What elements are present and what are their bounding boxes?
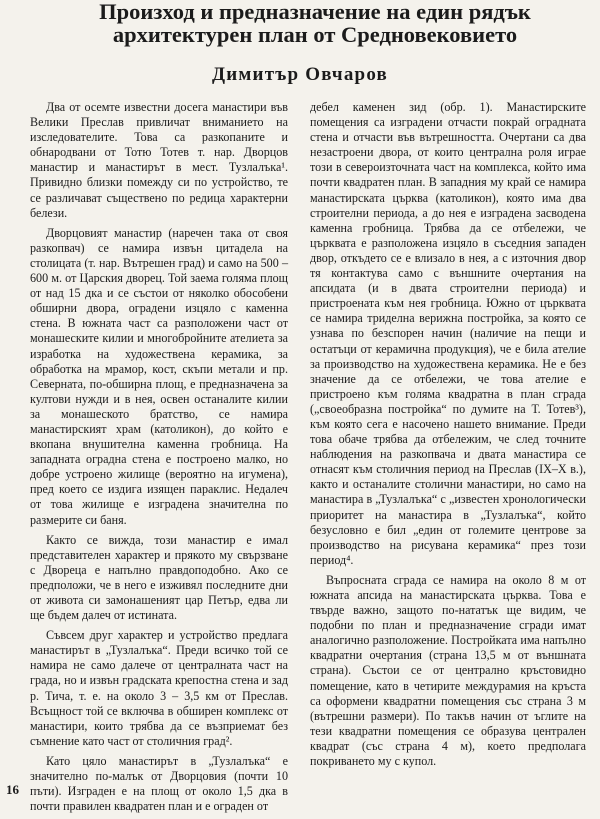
left-column	[30, 100, 288, 819]
paragraph: Както се вижда, този манастир е имал представителен характер и прякото му свързване с Двореца е напълно правдоподобно. Ако се предположи, че в него е изживял последните дни от живота си замонашеният цар Петър, едва ли ще бъдем далеч от истината.	[30, 532, 288, 623]
right-column	[310, 100, 586, 774]
article-author: Димитър Овчаров	[211, 64, 389, 85]
article-title: Произход и предназначение на един рядък архитектурен план от Средновековието	[99, 0, 531, 47]
paragraph: Като цяло манастирът в „Тузлалъка“ е значително по-малък от Дворцовия (почти 10 пъти). Изграден е на площ от около 1,5 дка в почти правилен квадратен план и е ограден от	[30, 753, 288, 814]
paragraph: Съвсем друг характер и устройство предлага манастирът в „Тузлалъка“. Преди всичко той се намира не само далече от централната част на града, но и извън градската крепостна стена и зад р. Тича, т. е. на около 3 – 3,5 км от Преслав. Всъщност той се включва в обширен комплекс от манастири, които трябва да се възприемат без съмнение като част от столичния град².	[30, 628, 288, 748]
paragraph: Два от осемте известни досега манастири във Велики Преслав привличат вниманието на изследователите. Това са разкопаните и обнародвани от Тотю Тотев т. нар. Дворцов манастир и манастирът в мест. Тузлалъка¹. Привидно близки помежду си по устройство, те се различават съществено по редица характерни белези.	[30, 100, 288, 220]
paragraph: дебел каменен зид (обр. 1). Манастирските помещения са изградени отчасти покрай оградната стена и отчасти във вътрешността. Очертани са два незастроени двора, от които централна роля играе този в североизточната част на комплекса, който има почти квадратен план. В западния му край се намира манастирската църква (католикон), която има два строителни периода, а до нея е изградена засводена каменна гробница. Трябва да се отбележи, че църквата е разположена изцяло в съседния западен двор, откъдето се е влизало в нея, а с източния двор тя контактува само с външните очертания на апсидата (и в двата строителни периода) и пристроената към нея гробница. Южно от църквата се намира триделна верижна постройка, за която се узнава по безспорен начин (наличие на пещи и остатъци от керамична продукция), че е била ателие за производство на художествена керамика. Не е без значение да се отбележи, че това ателие е пристроено към голяма квадратна в план сграда („своеобразна постройка“ по думите на Т. Тотев³), към която сега е насочено нашето внимание. Преди това обаче трябва да отбележим, че след точните наблюдения на разкопвача и двата манастира се отнасят към столичния период на Преслав (IX–X в.), както и останалите столични манастири, но само на манастира в „Тузлалъка“ с „известен хронологически приоритет на манастира в „Тузлалъка“, който безусловно е бил „един от големите центрове за производство на рисувана керамика“ през този период⁴.	[310, 100, 586, 567]
paragraph: Дворцовият манастир (наречен така от своя разкопвач) се намира извън цитадела на столицата (т. нар. Вътрешен град) и само на 500 – 600 м. от Царския дворец. Той заема голяма площ от над 15 дка и се състои от няколко обособени обширни двора, оградени изцяло с каменна стена. В южната част са разположени част от монашеските килии и многобройните ателиета за изработка на художествена керамика, за обработка на мрамор, кост, скъпи метали и пр. Северната, по-обширна площ, е предназначена за култови нужди и в нея, освен останалите килии за монашеското братство, се намира манастирският храм (католикон), до който е вкопана внушителна каменна гробница. На западната оградна стена е построено малко, но добре устроено жилище (вероятно на игумена), пред което се издига изящен параклис. Недалеч от това жилище е изградена значителна по размерите си баня.	[30, 225, 288, 527]
page-number: 16	[6, 782, 19, 797]
paragraph: Въпросната сграда се намира на около 8 м от южната апсида на манастирската църква. Това е твърде важно, защото по-нататък ще видим, че подобни по план и предназначение сгради имат аналогично разположение. Постройката има напълно квадратни очертания (страна 13,5 м от външната страна). Състои се от централно кръстовидно помещение, като в четирите междурамия на кръста са оформени квадратни помещения със страна 3 м (вътрешни размери). По такъв начин от ъглите на тези квадратни помещения се образува централен квадрат (със страна 4 м), което предполага покриването му с купол.	[310, 572, 586, 769]
